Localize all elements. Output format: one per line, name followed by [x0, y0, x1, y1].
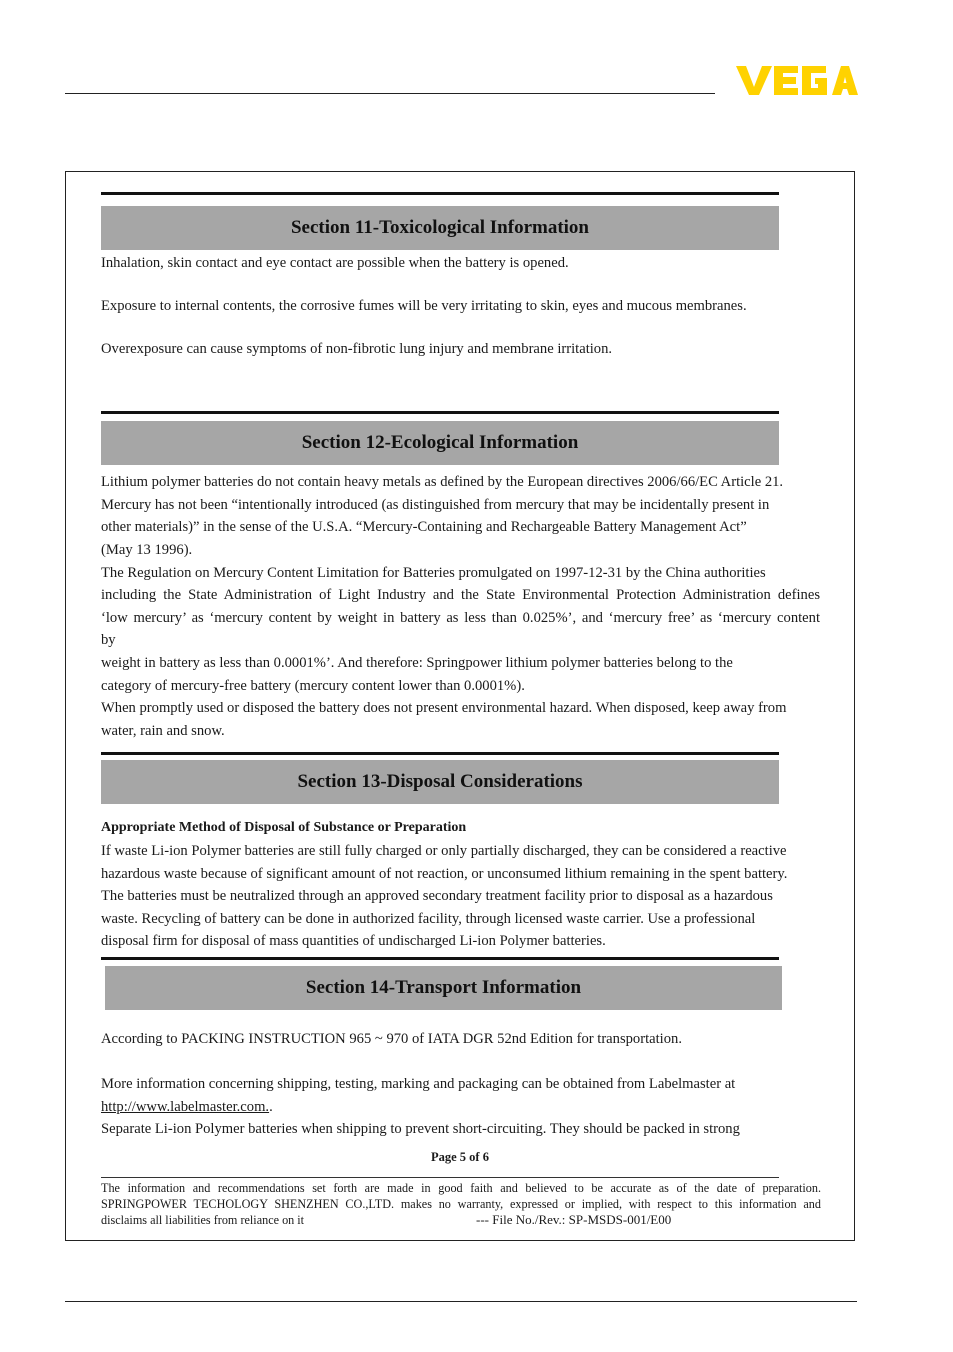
vega-logo: [736, 62, 858, 98]
section-rule: [101, 752, 779, 755]
section-13-subheading: Appropriate Method of Disposal of Substance or Preparation: [101, 820, 467, 835]
section-12-text: category of mercury-free battery (mercury content lower than 0.0001%).: [101, 678, 525, 694]
section-12-text: by: [101, 632, 116, 648]
section-11-text: Inhalation, skin contact and eye contact are possible when the battery is opened.: [101, 255, 569, 271]
section-12-text: (May 13 1996).: [101, 542, 193, 558]
section-12-text: ‘low mercury’ as ‘mercury content by weight in battery as less than 0.025%’, and ‘mercury free’ as ‘mercury content: [101, 610, 820, 626]
section-13-text: If waste Li-ion Polymer batteries are still fully charged or only partially discharged, they can be considered a reactive: [101, 843, 787, 859]
section-12-text: Mercury has not been “intentionally introduced (as distinguished from mercury that may be incidentally present in: [101, 497, 770, 513]
section-12-text: water, rain and snow.: [101, 723, 225, 739]
section-13-heading: Section 13-Disposal Considerations: [101, 760, 779, 804]
section-12-text: Lithium polymer batteries do not contain heavy metals as defined by the European directives 2006/66/EC Article 21.: [101, 474, 784, 490]
section-13-text: waste. Recycling of battery can be done in authorized facility, through licensed waste carrier. Use a professional: [101, 911, 756, 927]
footer-disclaimer: The information and recommendations set forth are made in good faith and believed to be accurate as of the date of preparation.: [101, 1181, 821, 1195]
footer-disclaimer: disclaims all liabilities from reliance on it: [101, 1213, 305, 1227]
footer-disclaimer: SPRINGPOWER TECHOLOGY SHENZHEN CO.,LTD. makes no warranty, expressed or implied, with respect to this information and: [101, 1197, 821, 1211]
section-14-text: More information concerning shipping, testing, marking and packaging can be obtained from Labelmaster at: [101, 1076, 736, 1092]
page-number: Page 5 of 6: [431, 1150, 489, 1164]
section-11-heading: Section 11-Toxicological Information: [101, 206, 779, 250]
section-13-text: hazardous waste because of significant amount of not reaction, or unconsumed lithium remaining in the spent battery.: [101, 866, 788, 882]
section-11-text: Exposure to internal contents, the corrosive fumes will be very irritating to skin, eyes and mucous membranes.: [101, 298, 747, 314]
header-rule: [65, 93, 715, 94]
link-suffix: .: [269, 1099, 273, 1115]
footer-rule: [101, 1177, 779, 1178]
section-12-heading: Section 12-Ecological Information: [101, 421, 779, 465]
section-rule: [101, 192, 779, 195]
section-12-text: other materials)” in the sense of the U.S.A. “Mercury-Containing and Rechargeable Battery Management Act”: [101, 519, 747, 535]
section-13-text: The batteries must be neutralized through an approved secondary treatment facility prior to disposal as a hazardous: [101, 888, 773, 904]
section-14-text: Separate Li-ion Polymer batteries when shipping to prevent short-circuiting. They should be packed in strong: [101, 1121, 740, 1137]
file-number: --- File No./Rev.: SP-MSDS-001/E00: [476, 1212, 672, 1227]
section-rule: [101, 411, 779, 414]
section-12-text: When promptly used or disposed the battery does not present environmental hazard. When disposed, keep away from: [101, 700, 787, 716]
section-13-text: disposal firm for disposal of mass quantities of undischarged Li-ion Polymer batteries.: [101, 933, 606, 949]
page-bottom-rule: [65, 1301, 857, 1302]
section-12-text: The Regulation on Mercury Content Limitation for Batteries promulgated on 1997-12-31 by the China authorities: [101, 565, 766, 581]
section-12-text: weight in battery as less than 0.0001%’. And therefore: Springpower lithium polymer batteries belong to the: [101, 655, 733, 671]
section-12-text: including the State Administration of Light Industry and the State Environmental Protection Administration defines: [101, 587, 820, 603]
section-rule: [101, 957, 779, 960]
section-14-text: According to PACKING INSTRUCTION 965 ~ 970 of IATA DGR 52nd Edition for transportation.: [101, 1031, 682, 1047]
section-14-heading: Section 14-Transport Information: [105, 966, 782, 1010]
section-14-link-line: [101, 1096, 273, 1119]
section-11-text: Overexposure can cause symptoms of non-fibrotic lung injury and membrane irritation.: [101, 341, 613, 357]
labelmaster-link[interactable]: http://www.labelmaster.com.: [101, 1099, 270, 1115]
